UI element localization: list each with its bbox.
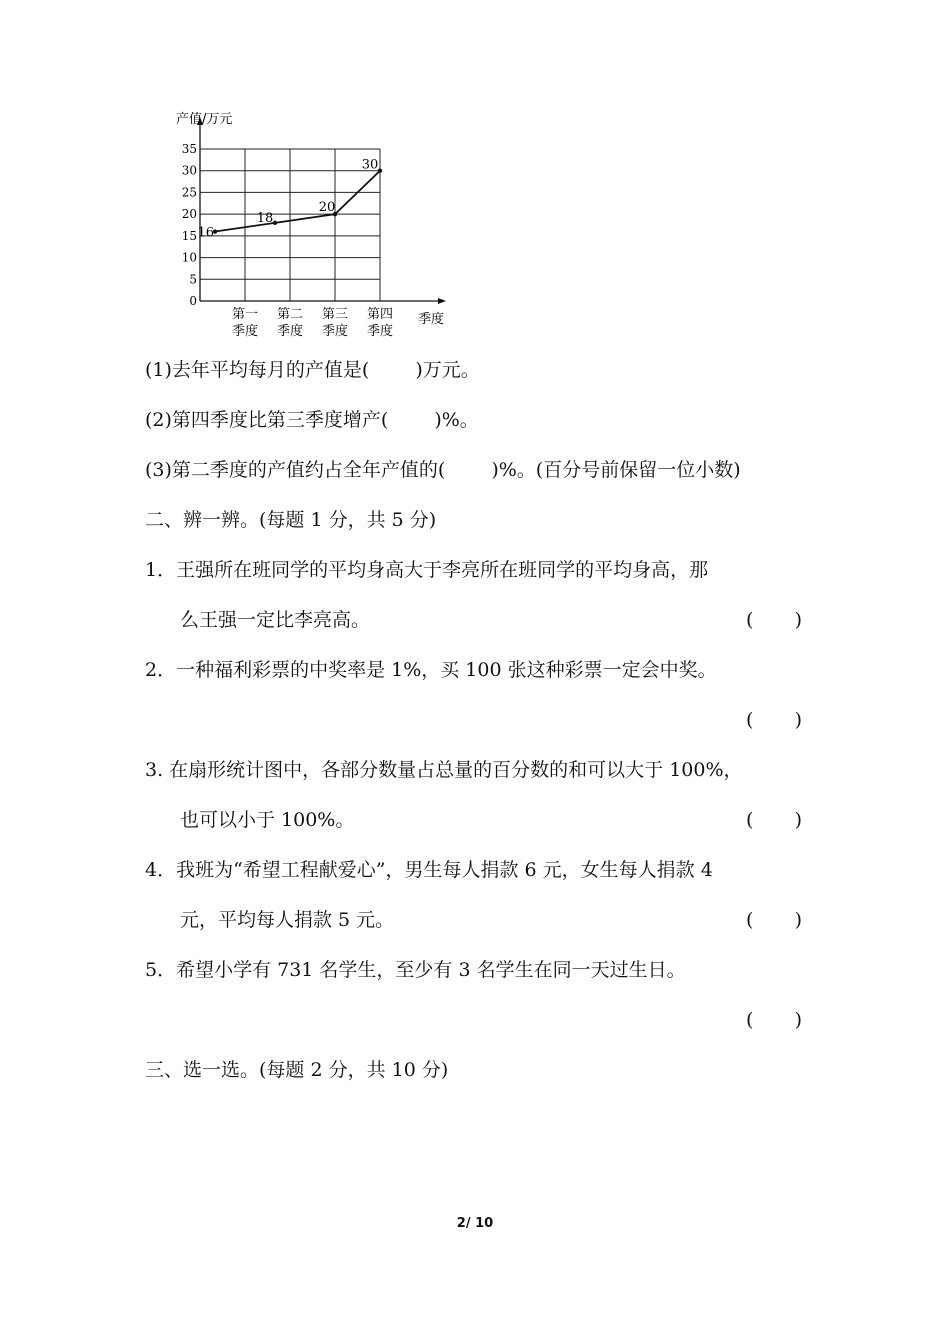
y-tick-label: 5 [189,272,197,287]
judge-item-4-line-1: 4．我班为“希望工程献爱心”，男生每人捐款 6 元，女生每人捐款 4 [145,859,713,881]
x-tick-label: 第三 [321,307,349,322]
y-tick-label: 15 [181,228,197,243]
x-axis-arrow [438,298,446,304]
section-3-heading: 三、选一选。(每题 2 分，共 10 分) [145,1059,449,1081]
y-tick-label: 30 [181,163,197,178]
answer-paren-2[interactable]: ( ) [746,709,802,731]
question-2-after: )%。 [434,409,479,431]
data-label: 30 [361,157,379,173]
chart-axes [182,117,446,339]
judge-item-4-line-2: 元，平均每人捐款 5 元。 [180,909,395,931]
answer-paren-1[interactable]: ( ) [746,609,802,631]
line-chart [170,105,455,345]
judge-item-1-line-2: 么王强一定比李亮高。 [180,609,371,631]
section-2-heading: 二、辨一辨。(每题 1 分，共 5 分) [145,509,437,531]
question-1-before: (1)去年平均每月的产值是( [145,359,370,381]
data-label: 18 [256,210,274,226]
y-axis-label: 产值/万元 [176,112,233,127]
answer-paren-5[interactable]: ( ) [746,1009,802,1031]
y-tick-label: 0 [189,294,197,308]
x-tick-label: 季度 [276,324,304,339]
judge-item-3-line-1: 3. 在扇形统计图中，各部分数量占总量的百分数的和可以大于 100%， [145,759,743,781]
judge-item-2-line-1: 2．一种福利彩票的中奖率是 1%，买 100 张这种彩票一定会中奖。 [145,659,717,681]
chart-grid [200,149,380,301]
answer-paren-3[interactable]: ( ) [746,809,802,831]
judge-item-1-line-1: 1．王强所在班同学的平均身高大于李亮所在班同学的平均身高，那 [145,559,709,581]
y-tick-label: 25 [181,185,197,200]
question-1-after: )万元。 [415,359,480,381]
x-tick-label: 第四 [366,307,394,322]
question-3-before: (3)第二季度的产值约占全年产值的( [145,459,446,481]
data-point [273,221,277,225]
x-tick-label: 第二 [276,307,304,322]
question-2 [145,407,479,433]
x-tick-label: 季度 [231,324,259,339]
x-tick-label: 季度 [321,324,349,339]
judge-item-5-line-1: 5．希望小学有 731 名学生，至少有 3 名学生在同一天过生日。 [145,959,686,981]
answer-paren-4[interactable]: ( ) [746,909,802,931]
question-2-before: (2)第四季度比第三季度增产( [145,409,389,431]
y-tick-label: 35 [181,142,197,156]
y-tick-label: 20 [181,207,197,222]
data-line [215,171,380,232]
x-tick-label: 第一 [231,307,259,322]
page-number: 2/ 10 [456,1216,494,1231]
question-3-after: )%。(百分号前保留一位小数) [491,459,741,481]
x-axis-label: 季度 [418,312,445,327]
data-point [378,169,382,173]
question-3 [145,457,741,483]
judge-item-3-line-2: 也可以小于 100%。 [180,809,355,831]
x-tick-label: 季度 [366,324,394,339]
question-1 [145,357,480,383]
y-tick-label: 10 [181,250,197,265]
data-label: 20 [318,200,336,216]
data-label: 16 [197,225,214,241]
